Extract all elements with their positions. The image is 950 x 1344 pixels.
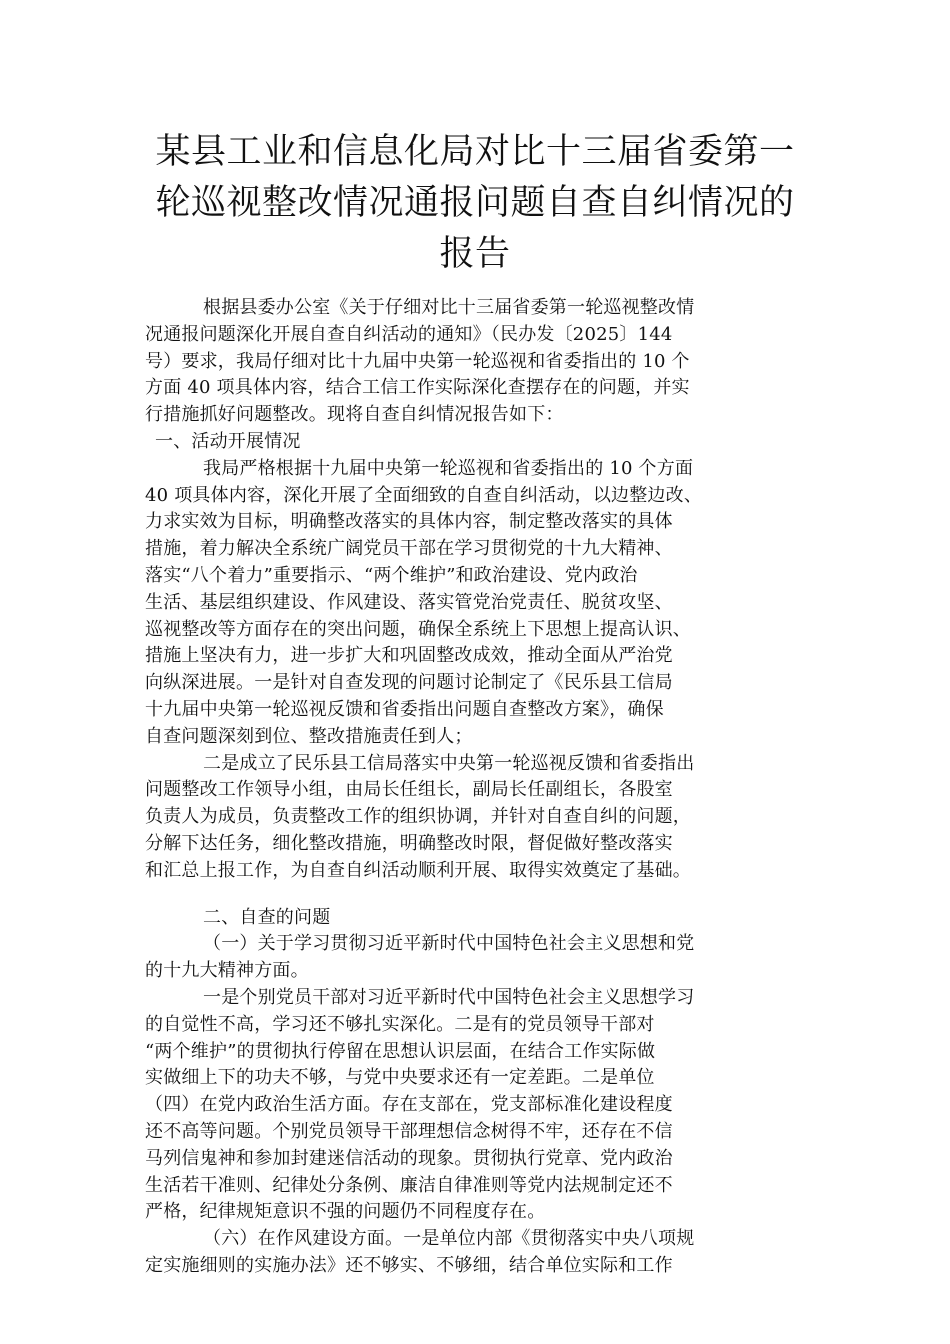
paragraph-line: 措施上坚决有力，进一步扩大和巩固整改成效，推动全面从严治党 <box>145 645 673 667</box>
section-heading: 二、自查的问题 <box>203 906 331 928</box>
paragraph-line: 巡视整改等方面存在的突出问题，确保全系统上下思想上提高认识、 <box>145 618 691 640</box>
paragraph-line: （六）在作风建设方面。一是单位内部《贯彻落实中央八项规 <box>203 1228 695 1250</box>
paragraph-line: 自查问题深刻到位、整改措施责任到人； <box>145 725 473 747</box>
title-line: 某县工业和信息化局对比十三届省委第一 <box>155 132 795 172</box>
paragraph-line: 我局严格根据十九届中央第一轮巡视和省委指出的 10 个方面 <box>203 457 694 479</box>
paragraph-line: 号）要求，我局仔细对比十九届中央第一轮巡视和省委指出的 10 个 <box>145 350 690 372</box>
title-line: 报告 <box>439 234 511 274</box>
paragraph-line: 生活、基层组织建设、作风建设、落实管党治党责任、脱贫攻坚、 <box>145 591 673 613</box>
paragraph-line: 行措施抓好问题整改。现将自查自纠情况报告如下： <box>145 404 564 426</box>
paragraph-line: 二是成立了民乐县工信局落实中央第一轮巡视反馈和省委指出 <box>203 752 695 774</box>
paragraph-line: 况通报问题深化开展自查自纠活动的通知》（民办发〔2025〕144 <box>145 323 673 345</box>
paragraph-line: 问题整改工作领导小组，由局长任组长，副局长任副组长，各股室 <box>145 779 673 801</box>
paragraph-line: “两个维护”的贯彻执行停留在思想认识层面，在结合工作实际做 <box>145 1040 656 1062</box>
paragraph-line: 还不高等问题。个别党员领导干部理想信念树得不牢，还存在不信 <box>145 1120 673 1142</box>
paragraph-line: 马列信鬼神和参加封建迷信活动的现象。贯彻执行党章、党内政治 <box>145 1147 673 1169</box>
section-heading: 一、活动开展情况 <box>155 430 301 452</box>
paragraph-line: 实做细上下的功夫不够，与党中央要求还有一定差距。二是单位 <box>145 1067 655 1089</box>
paragraph-line: 的自觉性不高，学习还不够扎实深化。二是有的党员领导干部对 <box>145 1013 655 1035</box>
paragraph-line: （四）在党内政治生活方面。存在支部在，党支部标准化建设程度 <box>145 1094 673 1116</box>
paragraph-line: 负责人为成员，负责整改工作的组织协调，并针对自查自纠的问题， <box>145 806 691 828</box>
document-title <box>140 127 810 280</box>
paragraph-line: 分解下达任务，细化整改措施，明确整改时限，督促做好整改落实 <box>145 832 673 854</box>
paragraph-line: 措施，着力解决全系统广阔党员干部在学习贯彻党的十九大精神、 <box>145 538 673 560</box>
paragraph-gap <box>145 885 815 905</box>
paragraph-line: 方面 40 项具体内容，结合工信工作实际深化查摆存在的问题，并实 <box>145 377 690 399</box>
paragraph-line: 40 项具体内容，深化开展了全面细致的自查自纠活动，以边整边改、 <box>145 484 703 506</box>
paragraph-line: 的十九大精神方面。 <box>145 960 309 982</box>
document-body <box>145 295 815 1280</box>
paragraph-line: 生活若干准则、纪律处分条例、廉洁自律准则等党内法规制定还不 <box>145 1174 673 1196</box>
paragraph-line: 严格，纪律规矩意识不强的问题仍不同程度存在。 <box>145 1201 546 1223</box>
paragraph-line: 一是个别党员干部对习近平新时代中国特色社会主义思想学习 <box>203 986 695 1008</box>
paragraph-line: 十九届中央第一轮巡视反馈和省委指出问题自查整改方案》，确保 <box>145 698 664 720</box>
paragraph-line: 落实“八个着力”重要指示、“两个维护”和政治建设、党内政治 <box>145 564 638 586</box>
paragraph-line: 和汇总上报工作，为自查自纠活动顺利开展、取得实效奠定了基础。 <box>145 859 691 881</box>
paragraph-line: 向纵深进展。一是针对自查发现的问题讨论制定了《民乐县工信局 <box>145 672 673 694</box>
title-line: 轮巡视整改情况通报问题自查自纠情况的 <box>155 183 795 223</box>
paragraph-line: 根据县委办公室《关于仔细对比十三届省委第一轮巡视整改情 <box>203 297 695 318</box>
paragraph-line: 力求实效为目标，明确整改落实的具体内容，制定整改落实的具体 <box>145 511 673 533</box>
paragraph-line: 定实施细则的实施办法》还不够实、不够细，结合单位实际和工作 <box>145 1254 673 1276</box>
paragraph-line: （一）关于学习贯彻习近平新时代中国特色社会主义思想和党 <box>203 933 695 955</box>
